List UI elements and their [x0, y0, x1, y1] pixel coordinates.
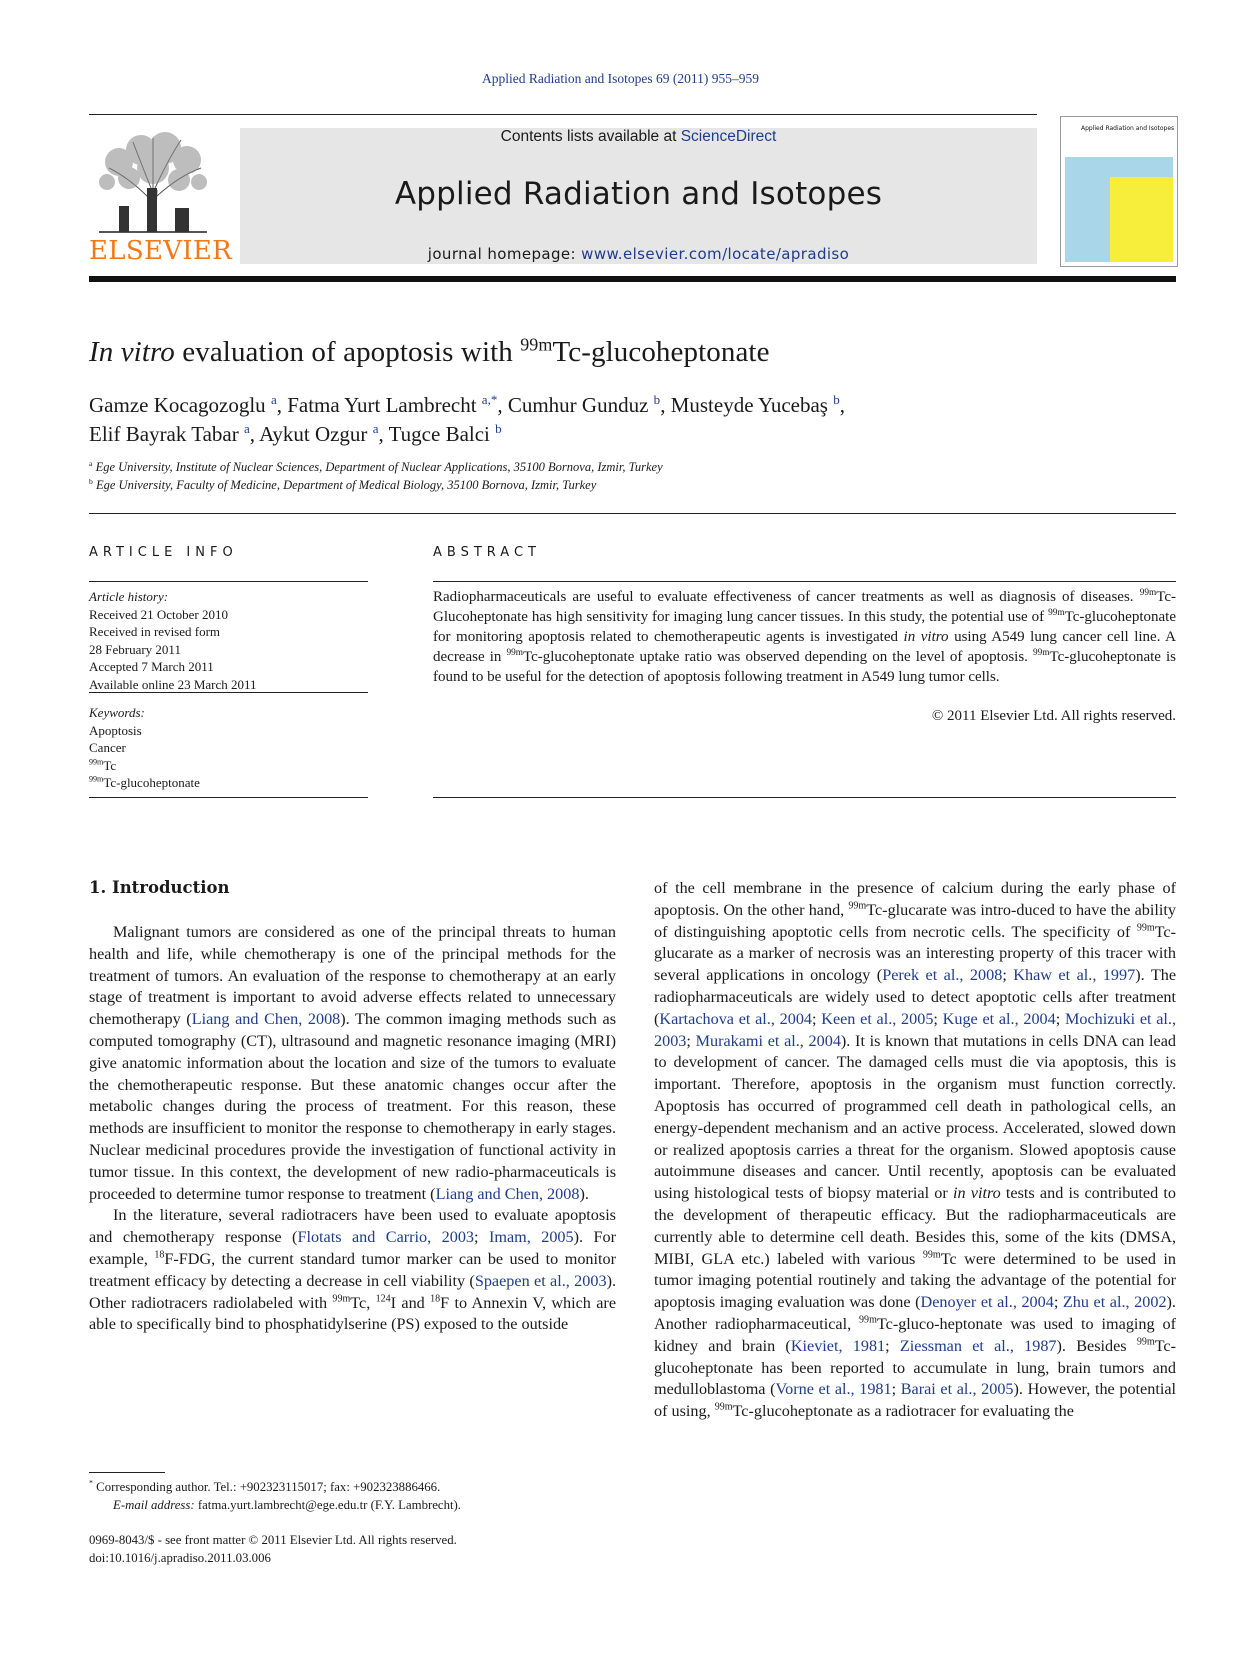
- body-column-right: [654, 878, 1176, 1423]
- author[interactable]: Tugce Balci $^b$: [388, 421, 502, 446]
- citation-link[interactable]: Liang and Chen, 2008: [191, 1010, 341, 1029]
- issn-line: 0969-8043/$ - see front matter © 2011 Elsevier Ltd. All rights reserved.: [89, 1533, 457, 1547]
- author-list: Gamze Kocagozoglu $^a$, Fatma Yurt Lambrecht $^{a,*}$, Cumhur Gunduz $^b$, Musteyde Yucebaş $^b$, Elif Bayrak Tabar $^a$, Aykut Ozgur $^a$, Tugce Balci $^b$: [89, 392, 845, 446]
- article-info-heading: ARTICLE INFO: [89, 545, 238, 560]
- citation-link[interactable]: Zhu et al., 2002: [1062, 1293, 1167, 1312]
- citation-link[interactable]: Kuge et al., 2004: [942, 1009, 1056, 1028]
- keyword: $^{99m}$Tc: [89, 757, 117, 773]
- citation-link[interactable]: Perek et al., 2008: [882, 966, 1003, 985]
- homepage-link[interactable]: www.elsevier.com/locate/apradiso: [581, 245, 850, 263]
- author[interactable]: Musteyde Yucebaş $^b$: [670, 392, 840, 417]
- history-item: 28 February 2011: [89, 641, 181, 657]
- title-end: Tc-glucoheptonate: [552, 336, 770, 368]
- article-history: [89, 588, 368, 694]
- tree-logo-icon: [89, 128, 217, 236]
- section-rule: [89, 513, 1176, 514]
- journal-citation[interactable]: Applied Radiation and Isotopes 69 (2011) 955–959: [482, 71, 759, 86]
- author[interactable]: Gamze Kocagozoglu $^a$: [89, 392, 277, 417]
- author[interactable]: Fatma Yurt Lambrecht $^{a,*}$: [287, 392, 498, 417]
- section-heading: 1. Introduction: [89, 878, 230, 897]
- footnote-rule: [89, 1472, 165, 1473]
- contents-line: [240, 128, 1037, 146]
- abstract-rule: [433, 797, 1176, 798]
- title-italic: In vitro: [89, 336, 175, 368]
- citation-link[interactable]: Vorne et al., 1981: [775, 1380, 892, 1399]
- history-item: Available online 23 March 2011: [89, 676, 257, 692]
- issn-block: [89, 1531, 629, 1567]
- abstract-text: Radiopharmaceuticals are useful to evaluate effectiveness of cancer treatments as well as diagnosis of diseases. $^{99m}$Tc-Glucoheptonate has high sensitivity for imaging lung cancer tissues. In this study, the potential use of $^{99m}$Tc-glucoheptonate for monitoring apoptosis related to chemotherapeutic agents is investigated in vitro using A549 lung cancer cell line. A decrease in $^{99m}$Tc-glucoheptonate uptake ratio was observed depending on the level of apoptosis. $^{99m}$Tc-glucoheptonate is found to be useful for the detection of apoptosis following treatment in A549 lung tumor cells.: [433, 588, 1177, 685]
- citation-link[interactable]: Flotats and Carrio, 2003: [297, 1228, 475, 1247]
- author[interactable]: Aykut Ozgur $^a$: [259, 421, 379, 446]
- citation-link[interactable]: Khaw et al., 1997: [1013, 966, 1136, 985]
- abstract-rule: [433, 581, 1176, 582]
- citation-link[interactable]: Liang and Chen, 2008: [435, 1184, 580, 1203]
- citation-link[interactable]: Spaepen et al., 2003: [474, 1271, 607, 1290]
- sciencedirect-link[interactable]: ScienceDirect: [680, 128, 777, 145]
- abstract-copyright: © 2011 Elsevier Ltd. All rights reserved.: [931, 708, 1176, 724]
- citation-link[interactable]: Barai et al., 2005: [900, 1380, 1014, 1399]
- footnote: [89, 1478, 629, 1514]
- citation-link[interactable]: Keen et al., 2005: [821, 1009, 934, 1028]
- keywords-label: Keywords:: [89, 705, 145, 720]
- history-item: Accepted 7 March 2011: [89, 659, 214, 675]
- body-column-left: [89, 922, 616, 1336]
- author[interactable]: Cumhur Gunduz $^b$: [507, 392, 661, 417]
- journal-title: Applied Radiation and Isotopes: [394, 176, 883, 212]
- cover-yellow-panel: [1110, 177, 1173, 262]
- affiliations: [89, 458, 1176, 494]
- homepage-prefix: journal homepage:: [427, 245, 582, 263]
- article-title: [89, 336, 770, 369]
- affiliation: $^b$ Ege University, Faculty of Medicine, Department of Medical Biology, 35100 Bornova, Izmir, Turkey: [89, 476, 597, 492]
- citation-link[interactable]: Imam, 2005: [488, 1228, 574, 1247]
- article-info-rule: [89, 797, 368, 798]
- elsevier-wordmark: ELSEVIER: [89, 236, 233, 266]
- keyword: Apoptosis: [89, 722, 142, 738]
- citation-link[interactable]: Mochizuki et al., 2003: [654, 1009, 1177, 1050]
- paragraph: In the literature, several radiotracers have been used to evaluate apoptosis and chemotherapy response (Flotats and Carrio, 2003; Imam, 2005). For example, $^{18}$F-FDG, the current standard tumor marker can be used to monitor treatment efficacy by detecting a decrease in cell viability (Spaepen et al., 2003). Other radiotracers radiolabeled with $^{99m}$Tc, $^{124}$I and $^{18}$F to Annexin V, which are able to specifically bind to phosphatidylserine (PS) exposed to the outside: [89, 1206, 617, 1334]
- history-item: Received in revised form: [89, 624, 221, 640]
- title-sup: 99m: [520, 334, 553, 355]
- header-rule: [89, 114, 1037, 115]
- history-label: Article history:: [89, 589, 169, 604]
- homepage-line: [240, 245, 1037, 263]
- cover-title: Applied Radiation and Isotopes: [1081, 125, 1175, 132]
- citation-link[interactable]: Ziessman et al., 1987: [899, 1336, 1057, 1355]
- header-thick-rule: [89, 276, 1176, 282]
- affiliation: $^a$ Ege University, Institute of Nuclear Sciences, Department of Nuclear Applications, 35100 Bornova, Izmir, Turkey: [89, 458, 663, 474]
- history-item: Received 21 October 2010: [89, 606, 228, 622]
- article-info-rule: [89, 581, 368, 582]
- citation-link[interactable]: Kartachova et al., 2004: [659, 1009, 813, 1028]
- doi-line[interactable]: doi:10.1016/j.apradiso.2011.03.006: [89, 1551, 271, 1565]
- journal-cover-thumbnail[interactable]: [1060, 116, 1178, 267]
- citation-link[interactable]: Denoyer et al., 2004: [920, 1293, 1054, 1312]
- article-info-rule: [89, 692, 368, 693]
- abstract-heading: ABSTRACT: [433, 545, 541, 560]
- citation-link[interactable]: Kieviet, 1981: [790, 1336, 886, 1355]
- keyword: Cancer: [89, 740, 126, 756]
- journal-banner: [240, 128, 1037, 264]
- paragraph: of the cell membrane in the presence of calcium during the early phase of apoptosis. On the other hand, $^{99m}$Tc-glucarate was intro-duced to have the ability of distinguishing apoptotic cells from necrotic cells. The specificity of $^{99m}$Tc-glucarate as a marker of necrosis was an interesting property of this tracer with several applications in oncology (Perek et al., 2008; Khaw et al., 1997). The radiopharmaceuticals are widely used to detect apoptotic cells after treatment (Kartachova et al., 2004; Keen et al., 2005; Kuge et al., 2004; Mochizuki et al., 2003; Murakami et al., 2004). It is known that mutations in cells DNA can lead to development of cancer. The damaged cells must die via apoptosis, this is important. Therefore, apoptosis in the organism must function correctly. Apoptosis has occurred of programmed cell death in pathological cells, an energy-dependent mechanism and an active process. Accelerated, slowed down or realized apoptosis carries a threat for the organism. Slowed apoptosis cause autoimmune diseases and cancer. Until recently, apoptosis can be evaluated using histological tests of biopsy material or in vitro tests and is contributed to the development of therapeutic efficacy. But the radiopharmaceuticals are currently able to determine cell death. Besides this, some of the kits (DMSA, MIBI, GLA etc.) labeled with various $^{99m}$Tc were determined to be used in tumor imaging potential routinely and taking the advantage of the potential for apoptosis imaging evaluation was done (Denoyer et al., 2004; Zhu et al., 2002). Another radiopharmaceutical, $^{99m}$Tc-gluco-heptonate was used to imaging of kidney and brain (Kieviet, 1981; Ziessman et al., 1987). Besides $^{99m}$Tc-glucoheptonate has been reported to accumulate in lung, brain tumors and medulloblastoma (Vorne et al., 1981; Barai et al., 2005). However, the potential of using, $^{99m}$Tc-glucoheptonate as a radiotracer for evaluating the: [654, 879, 1177, 1421]
- elsevier-logo: [89, 128, 233, 266]
- keyword: $^{99m}$Tc-glucoheptonate: [89, 775, 200, 791]
- title-rest: evaluation of apoptosis with: [174, 336, 521, 368]
- corresponding-author-note: * Corresponding author. Tel.: +902323115017; fax: +902323886466.: [89, 1478, 441, 1494]
- author[interactable]: Elif Bayrak Tabar $^a$: [89, 421, 250, 446]
- email-note: E-mail address: fatma.yurt.lambrecht@ege.edu.tr (F.Y. Lambrecht).: [113, 1498, 462, 1512]
- contents-prefix: Contents lists available at: [500, 128, 681, 145]
- citation-link[interactable]: Murakami et al., 2004: [695, 1031, 841, 1050]
- paragraph: Malignant tumors are considered as one of the principal threats to human health and life, while chemotherapy is one of the principal methods for the treatment of tumors. An evaluation of the response to chemotherapy at an early stage of treatment is important to avoid adverse effects related to unnecessary chemotherapy (Liang and Chen, 2008). The common imaging methods such as computed tomography (CT), ultrasound and magnetic resonance imaging (MRI) give anatomic information about the location and size of the tumors to evaluate the chemotherapeutic response. But these anatomic changes occur after the metabolic changes during the process of treatment. For this reason, these methods are insufficient to monitor the response to chemotherapy in early stages. Nuclear medicinal procedures provide the investigation of functional activity in tumor tissue. In this context, the development of new radio-pharmaceuticals is proceeded to determine tumor response to treatment (Liang and Chen, 2008).: [89, 923, 616, 1203]
- email-address[interactable]: fatma.yurt.lambrecht@ege.edu.tr (F.Y. Lambrecht).: [194, 1498, 462, 1512]
- keywords: [89, 704, 368, 792]
